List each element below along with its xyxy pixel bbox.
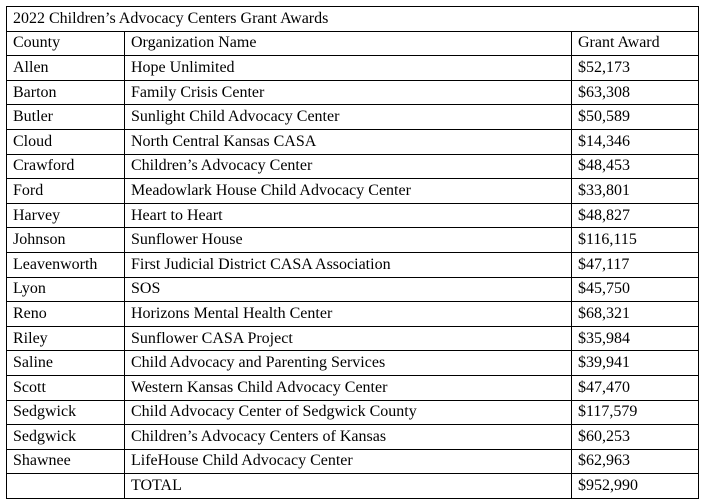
table-title-row: [7, 7, 699, 32]
table-row: [7, 228, 699, 253]
award-cell: $14,346: [572, 129, 699, 154]
county-cell: Harvey: [7, 203, 125, 228]
award-cell: $50,589: [572, 105, 699, 130]
award-cell: $952,990: [572, 474, 699, 499]
table-row: [7, 80, 699, 105]
award-cell: $117,579: [572, 400, 699, 425]
county-cell: Leavenworth: [7, 252, 125, 277]
county-cell: Shawnee: [7, 449, 125, 474]
table-row: [7, 56, 699, 81]
county-cell: Riley: [7, 326, 125, 351]
award-cell: $116,115: [572, 228, 699, 253]
table-row: [7, 375, 699, 400]
organization-cell: Children’s Advocacy Centers of Kansas: [125, 425, 572, 450]
award-cell: $52,173: [572, 56, 699, 81]
organization-cell: Horizons Mental Health Center: [125, 302, 572, 327]
award-cell: $35,984: [572, 326, 699, 351]
organization-cell: Child Advocacy and Parenting Services: [125, 351, 572, 376]
organization-cell: Heart to Heart: [125, 203, 572, 228]
organization-cell: Sunlight Child Advocacy Center: [125, 105, 572, 130]
organization-cell: Hope Unlimited: [125, 56, 572, 81]
county-cell: Johnson: [7, 228, 125, 253]
grant-awards-table: [6, 6, 699, 499]
organization-cell: First Judicial District CASA Association: [125, 252, 572, 277]
organization-cell: SOS: [125, 277, 572, 302]
county-cell: Saline: [7, 351, 125, 376]
table-header-row: [7, 31, 699, 56]
award-cell: $62,963: [572, 449, 699, 474]
table-row: [7, 129, 699, 154]
organization-cell: Sunflower House: [125, 228, 572, 253]
table-row: [7, 252, 699, 277]
county-cell: Sedgwick: [7, 425, 125, 450]
organization-cell: Western Kansas Child Advocacy Center: [125, 375, 572, 400]
table-row: [7, 351, 699, 376]
county-cell: Reno: [7, 302, 125, 327]
county-cell: Lyon: [7, 277, 125, 302]
organization-cell: Child Advocacy Center of Sedgwick County: [125, 400, 572, 425]
table-row: [7, 449, 699, 474]
table-row: [7, 105, 699, 130]
award-cell: $39,941: [572, 351, 699, 376]
column-header-organization: Organization Name: [125, 31, 572, 56]
award-cell: $48,453: [572, 154, 699, 179]
county-cell: Cloud: [7, 129, 125, 154]
table-row: [7, 302, 699, 327]
county-cell: Crawford: [7, 154, 125, 179]
column-header-county: County: [7, 31, 125, 56]
county-cell: Butler: [7, 105, 125, 130]
award-cell: $45,750: [572, 277, 699, 302]
organization-cell: Sunflower CASA Project: [125, 326, 572, 351]
county-cell: Ford: [7, 179, 125, 204]
organization-cell: Meadowlark House Child Advocacy Center: [125, 179, 572, 204]
table-row: [7, 179, 699, 204]
table-row: [7, 400, 699, 425]
table-row: [7, 425, 699, 450]
award-cell: $33,801: [572, 179, 699, 204]
table-row: [7, 277, 699, 302]
award-cell: $60,253: [572, 425, 699, 450]
county-cell: Allen: [7, 56, 125, 81]
organization-cell: TOTAL: [125, 474, 572, 499]
county-cell: Scott: [7, 375, 125, 400]
county-cell: Barton: [7, 80, 125, 105]
award-cell: $48,827: [572, 203, 699, 228]
organization-cell: LifeHouse Child Advocacy Center: [125, 449, 572, 474]
column-header-award: Grant Award: [572, 31, 699, 56]
county-cell: Sedgwick: [7, 400, 125, 425]
table-row: [7, 326, 699, 351]
table-title: 2022 Children’s Advocacy Centers Grant Awards: [7, 7, 699, 32]
organization-cell: North Central Kansas CASA: [125, 129, 572, 154]
award-cell: $68,321: [572, 302, 699, 327]
table-row: [7, 154, 699, 179]
award-cell: $63,308: [572, 80, 699, 105]
organization-cell: Family Crisis Center: [125, 80, 572, 105]
table-row: [7, 203, 699, 228]
organization-cell: Children’s Advocacy Center: [125, 154, 572, 179]
award-cell: $47,470: [572, 375, 699, 400]
award-cell: $47,117: [572, 252, 699, 277]
grant-table-body: [7, 7, 699, 499]
